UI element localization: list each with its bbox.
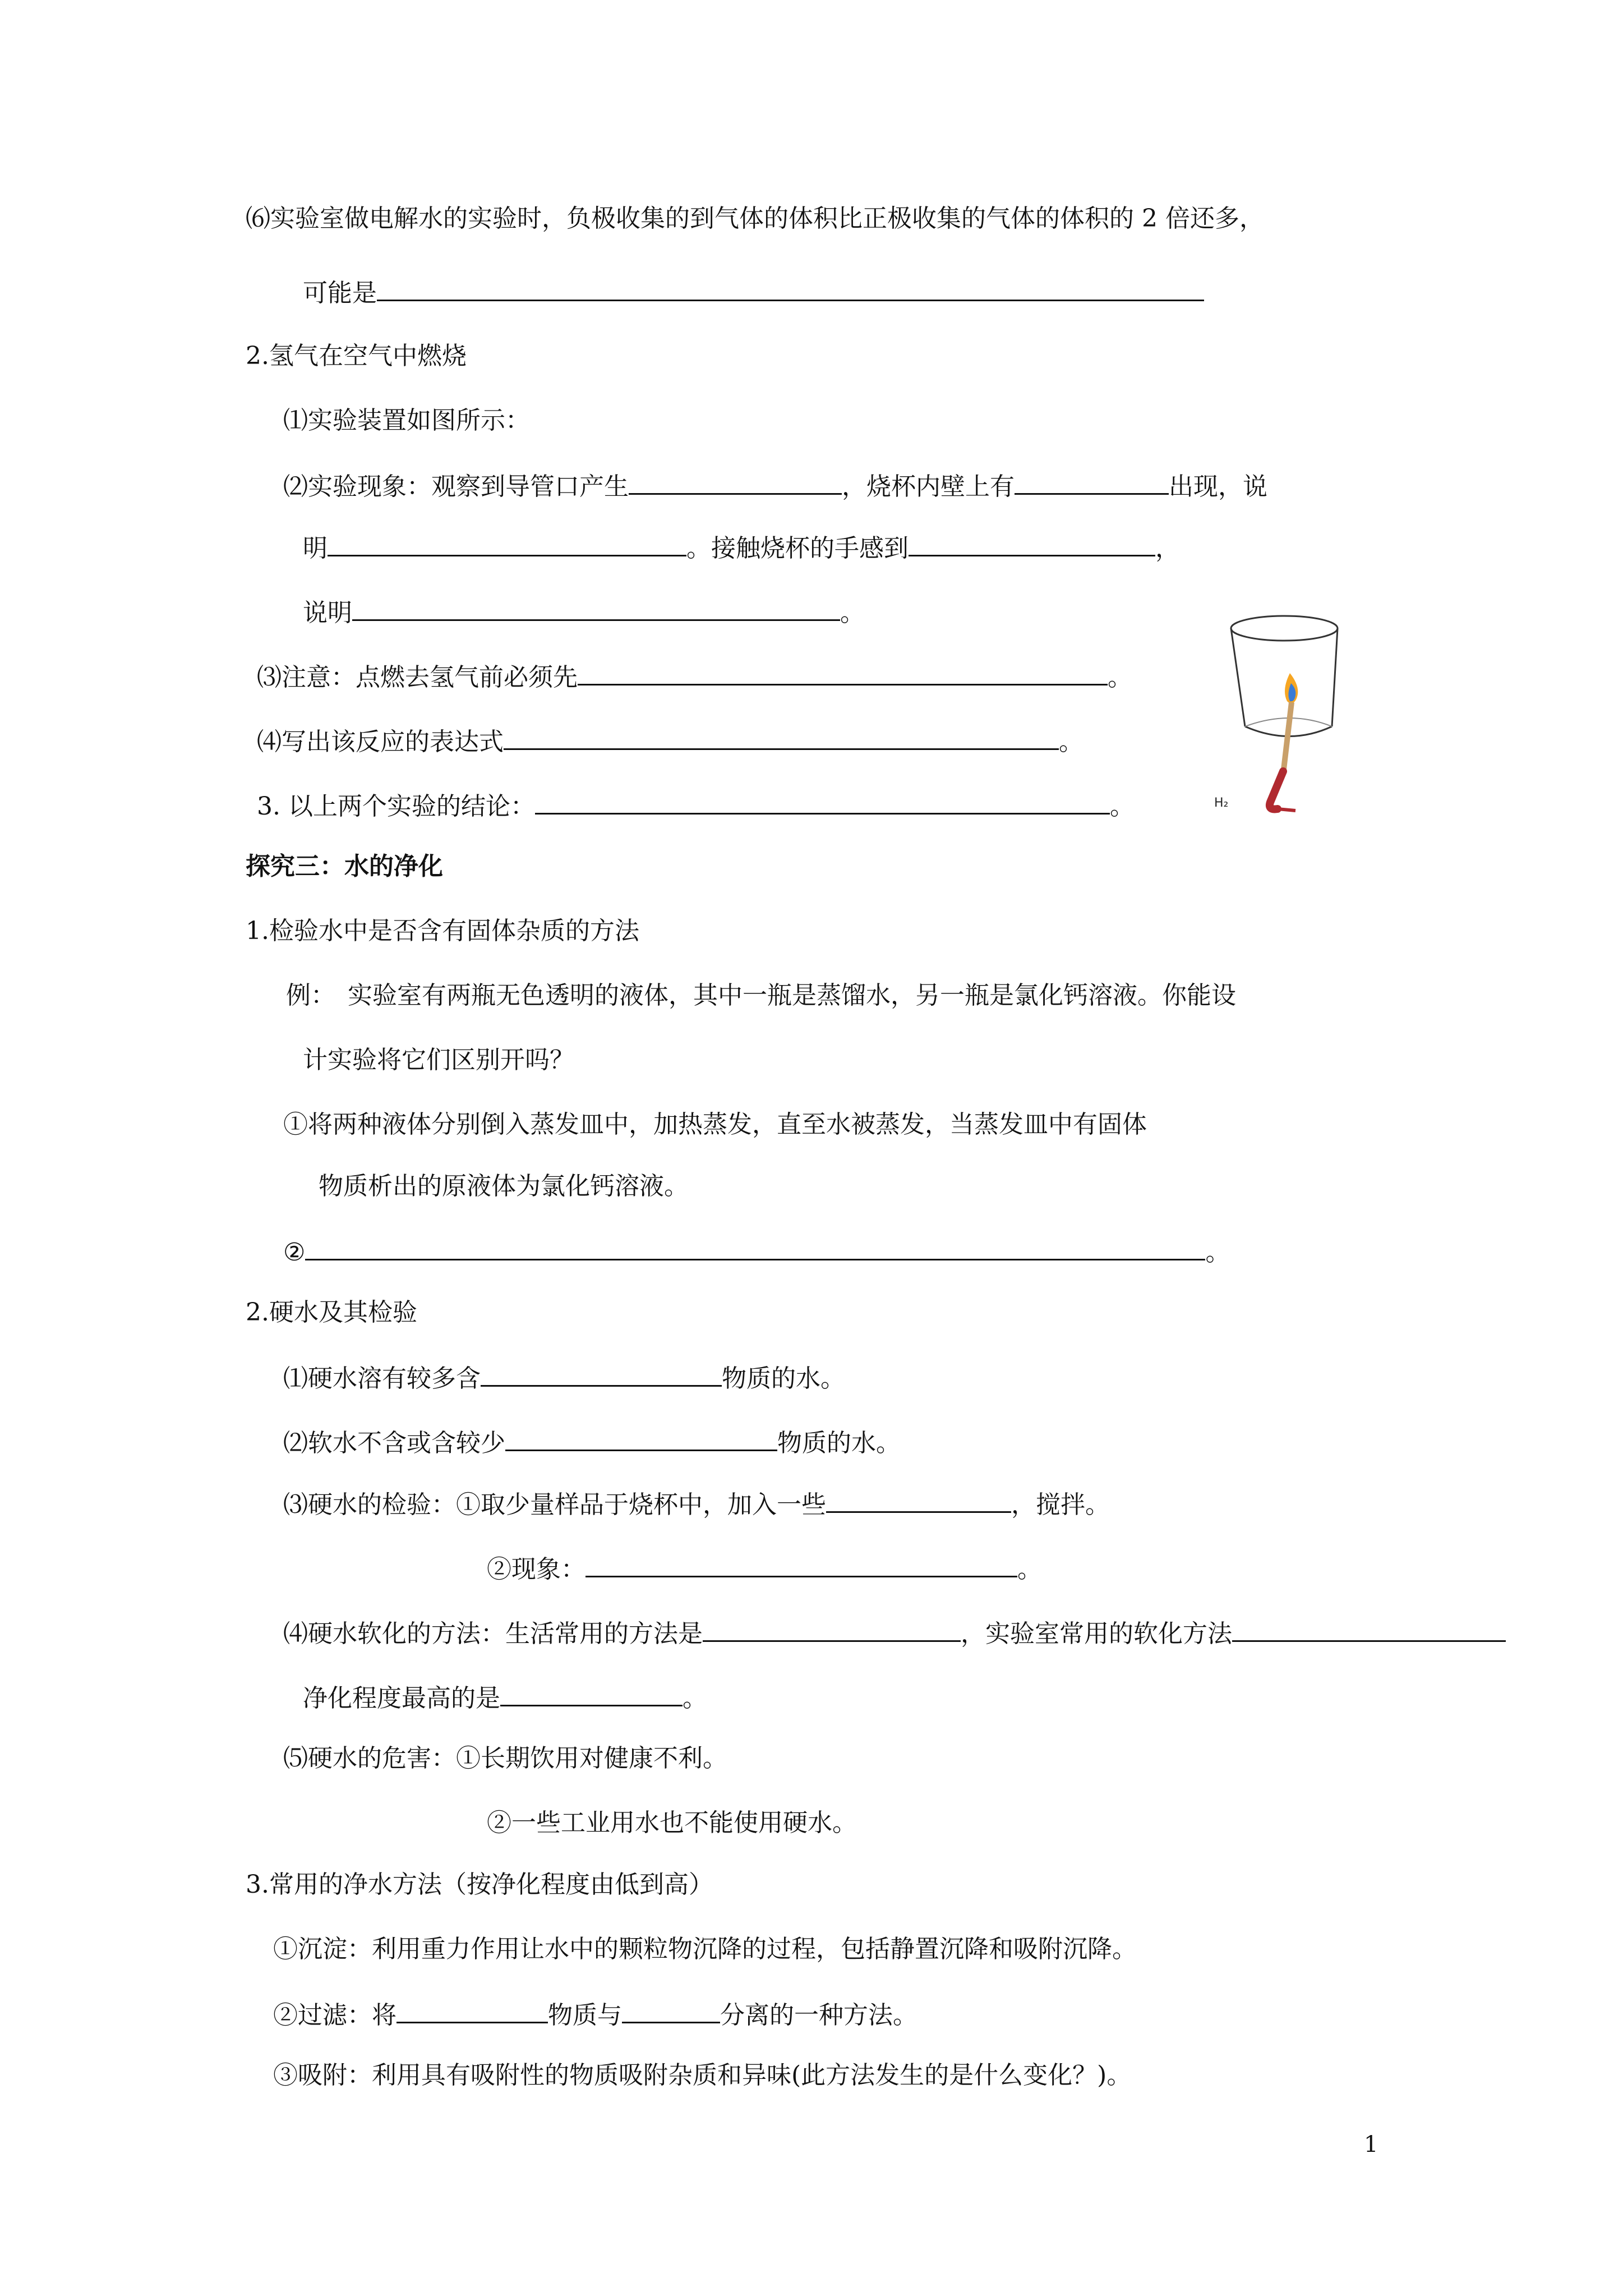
answer-blank[interactable] [500, 1680, 683, 1706]
answer-blank[interactable] [328, 530, 686, 556]
item-text: 净化程度最高的是 [303, 1684, 500, 1713]
answer-blank[interactable] [826, 1487, 1011, 1513]
heading-text: 2.氢气在空气中燃烧 [246, 342, 467, 370]
section-3-heading [246, 850, 443, 884]
item-6-text: ⑹实验室做电解水的实验时，负极收集的到气体的体积比正极收集的气体的体积的 2 倍还多， [246, 204, 1264, 233]
item-6-line1 [246, 202, 1264, 236]
item-text: ⑶硬水的检验：①取少量样品于烧杯中，加入一些 [283, 1490, 826, 1519]
item-text: 物质与 [548, 2001, 622, 2030]
hard-water-3b [487, 1551, 1042, 1586]
beaker-over-flame-icon [1211, 611, 1380, 825]
item-text: ②一些工业用水也不能使用硬水。 [487, 1809, 857, 1837]
example-line1 [286, 979, 1236, 1013]
phenomenon-text: 出现，说 [1169, 472, 1267, 501]
item-text: 物质的水。 [777, 1429, 901, 1457]
subitem-1 [283, 404, 530, 438]
phenomenon-text: ，烧杯内壁上有 [842, 472, 1015, 501]
answer-blank[interactable] [629, 468, 842, 495]
conclusion-text: 。 [1109, 792, 1135, 821]
phenomenon-text: 。 [840, 599, 865, 627]
method-1-line2 [319, 1170, 689, 1203]
answer-blank[interactable] [305, 1234, 1205, 1260]
item-text: 物质的水。 [722, 1364, 845, 1393]
answer-blank[interactable] [578, 659, 1108, 685]
gas-label: H₂ [1214, 796, 1229, 810]
expression-text: 。 [1059, 728, 1083, 756]
item-text: ，实验室常用的软化方法 [961, 1619, 1232, 1648]
item-text: ⑷硬水软化的方法：生活常用的方法是 [283, 1619, 703, 1648]
note-text: ⑶注意：点燃去氢气前必须先 [257, 663, 578, 692]
answer-blank[interactable] [1015, 468, 1169, 495]
subitem-3 [257, 659, 1132, 694]
item-text: ②现象： [487, 1555, 585, 1584]
method-text: ② [283, 1238, 306, 1267]
method-text: 。 [1205, 1238, 1230, 1267]
section-2-heading [246, 339, 467, 373]
answer-blank[interactable] [504, 724, 1059, 750]
conclusion-line [257, 788, 1135, 823]
conclusion-text: 3. 以上两个实验的结论： [257, 792, 535, 821]
answer-blank[interactable] [1232, 1616, 1506, 1642]
method-text: 物质析出的原液体为氯化钙溶液。 [319, 1172, 689, 1200]
item-text: 分离的一种方法。 [720, 2001, 917, 2030]
hard-water-5b [487, 1806, 857, 1840]
answer-blank[interactable] [396, 1997, 548, 2023]
subitem-text: ⑴实验装置如图所示： [283, 406, 530, 435]
part-2-heading [246, 1296, 417, 1329]
hard-water-3 [283, 1487, 1110, 1522]
method-2 [283, 1234, 1230, 1269]
method-filtration [273, 1997, 917, 2032]
phenomenon-text: 。接触烧杯的手感到 [686, 534, 909, 563]
subitem-2-line1 [283, 468, 1267, 504]
item-text: 。 [683, 1684, 707, 1713]
heading-text: 1.检验水中是否含有固体杂质的方法 [246, 917, 639, 945]
item-6-line2 [303, 275, 1204, 310]
hard-water-2 [283, 1425, 901, 1460]
hard-water-5 [283, 1742, 727, 1775]
part-1-heading [246, 914, 639, 948]
item-text: ⑴硬水溶有较多含 [283, 1364, 481, 1393]
answer-blank[interactable] [585, 1551, 1017, 1577]
page-number: 1 [1364, 2132, 1378, 2157]
answer-blank[interactable] [377, 275, 1204, 301]
example-line2 [303, 1043, 574, 1077]
answer-blank[interactable] [505, 1425, 777, 1451]
example-text: 计实验将它们区别开吗？ [303, 1046, 574, 1074]
item-text: ②过滤：将 [273, 2001, 396, 2030]
item-6-prompt: 可能是 [303, 279, 377, 307]
method-1-line1 [283, 1108, 1147, 1142]
method-sedimentation [273, 1932, 1137, 1966]
item-text: ⑵软水不含或含较少 [283, 1429, 505, 1457]
part-3-heading [246, 1868, 713, 1902]
hard-water-4b [303, 1680, 707, 1715]
item-text: ⑸硬水的危害：①长期饮用对健康不利。 [283, 1744, 727, 1773]
heading-text: 探究三：水的净化 [246, 852, 443, 881]
example-text: 例： 实验室有两瓶无色透明的液体，其中一瓶是蒸馏水，另一瓶是氯化钙溶液。你能设 [286, 981, 1236, 1010]
note-text: 。 [1108, 663, 1132, 692]
method-text: ①将两种液体分别倒入蒸发皿中，加热蒸发，直至水被蒸发，当蒸发皿中有固体 [283, 1110, 1147, 1139]
subitem-4 [257, 724, 1083, 759]
answer-blank[interactable] [909, 530, 1155, 556]
answer-blank[interactable] [622, 1997, 720, 2023]
phenomenon-text: ， [1155, 534, 1180, 563]
item-text: ③吸附：利用具有吸附性的物质吸附杂质和异味(此方法发生的是什么变化？)。 [273, 2061, 1132, 2090]
answer-blank[interactable] [352, 595, 840, 621]
hard-water-1 [283, 1360, 845, 1396]
phenomenon-text: 说明 [303, 599, 352, 627]
method-adsorption [273, 2059, 1131, 2092]
phenomenon-text: 明 [303, 534, 328, 563]
item-text: 。 [1017, 1555, 1042, 1584]
answer-blank[interactable] [703, 1616, 961, 1642]
heading-text: 3.常用的净水方法（按净化程度由低到高） [246, 1870, 713, 1899]
subitem-2-line3 [303, 595, 865, 630]
phenomenon-text: ⑵实验现象：观察到导管口产生 [283, 472, 629, 501]
heading-text: 2.硬水及其检验 [246, 1298, 417, 1327]
item-text: ①沉淀：利用重力作用让水中的颗粒物沉降的过程，包括静置沉降和吸附沉降。 [273, 1935, 1137, 1963]
answer-blank[interactable] [481, 1360, 722, 1387]
item-text: ，搅拌。 [1011, 1490, 1110, 1519]
answer-blank[interactable] [535, 788, 1110, 815]
subitem-2-line2 [303, 530, 1180, 565]
hard-water-4 [283, 1616, 1506, 1651]
expression-text: ⑷写出该反应的表达式 [257, 728, 504, 756]
